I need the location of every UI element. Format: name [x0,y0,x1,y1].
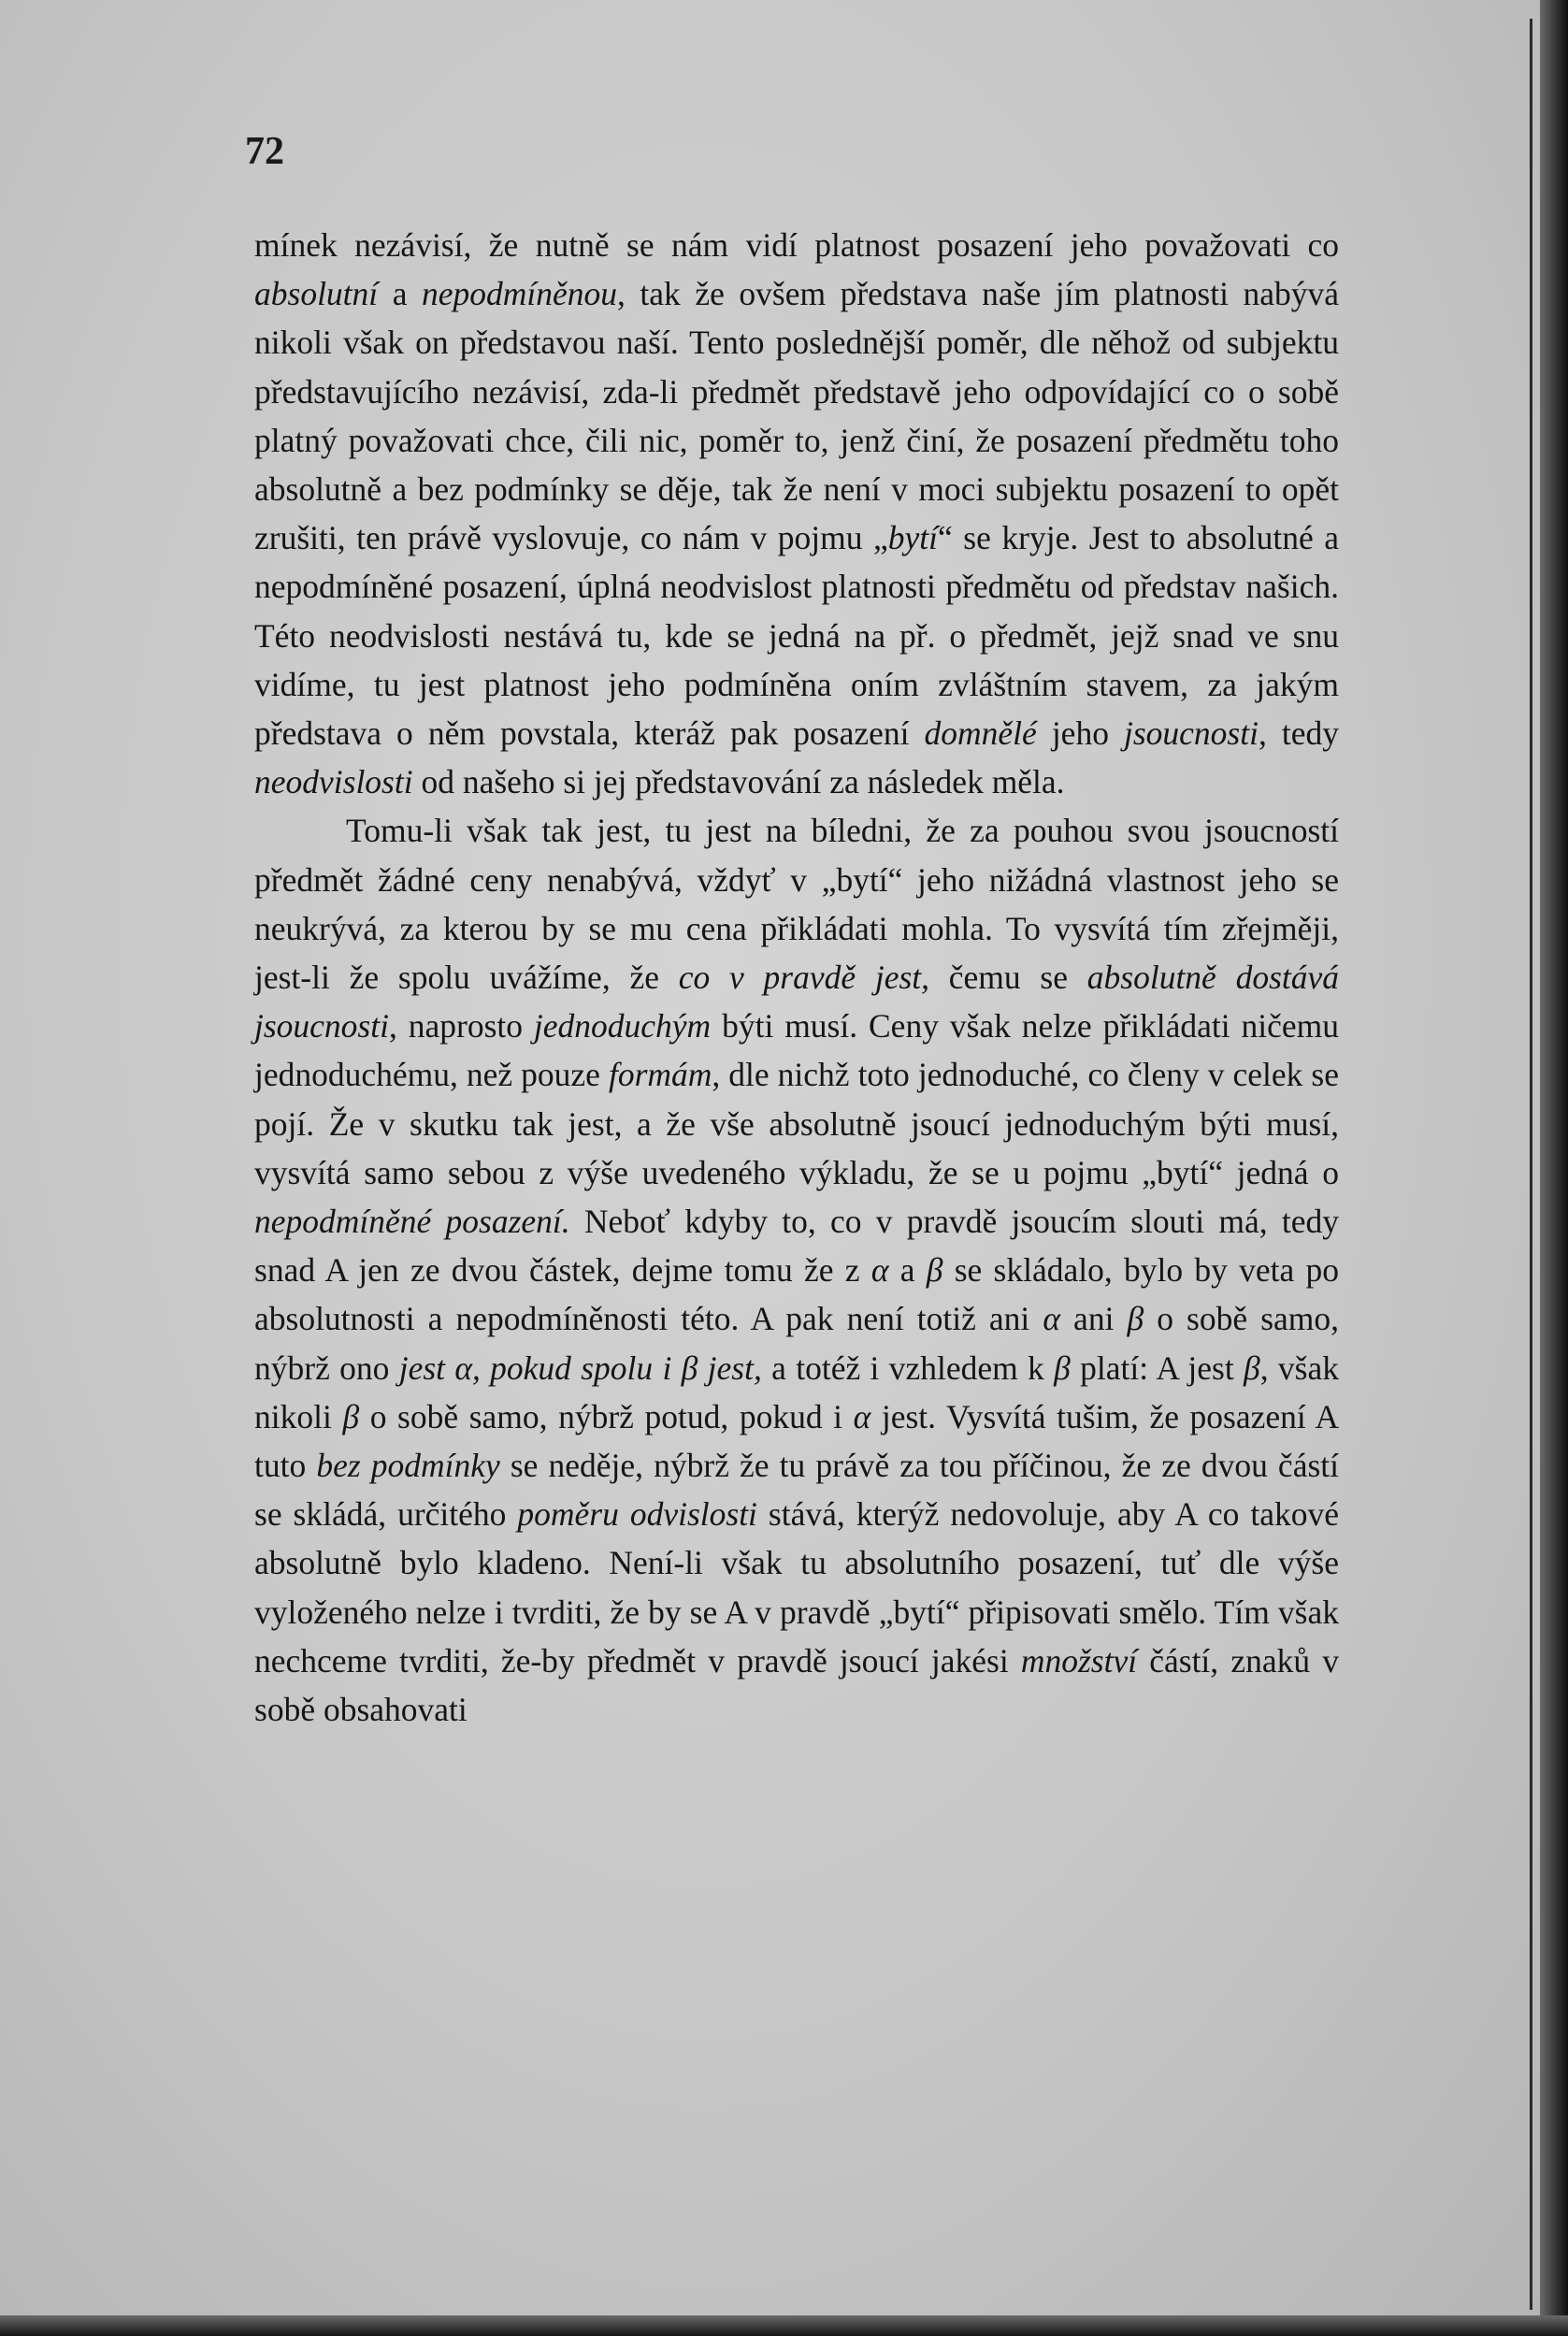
text-segment: a [888,1251,927,1290]
text-segment: Tomu-li však tak jest, tu jest na bíledni, že za pouhou svou jsoucností předmět žádné ceny nenabývá, vždyť v „bytí“ jeho nižádná vlastnost jeho se neukrývá, za kterou by se mu cena přikládati mohla. To vysvítá tím zřejměji, jest-li že spolu uvážíme, že [254,812,1339,997]
italic-text-segment: α [870,1251,889,1290]
italic-text-segment: množství [1020,1641,1138,1680]
text-segment: stává, kterýž nedovoluje, aby A co takové absolutně bylo kladeno. Není-li však tu absolutního posazení, tuť dle výše vyloženého nelze i tvrditi, že by se A v pravdě „bytí“ připisovati smělo. Tím však nechceme tvrditi, že-by předmět v pravdě jsoucí jakési [254,1495,1339,1680]
italic-text-segment: jednoduchým [533,1007,712,1045]
text-segment: a [378,275,422,313]
text-segment: o sobě samo, nýbrž potud, pokud i [359,1397,854,1435]
text-segment: ani [1060,1300,1128,1338]
italic-text-segment: domnělé [924,714,1037,753]
italic-text-segment: poměru odvislosti [517,1495,757,1534]
page-fold-line [1530,19,1532,2310]
text-segment: se skládalo, bylo by veta po absolutnosti a nepodmíněnosti této. A pak není totiž ani [254,1251,1339,1338]
italic-text-segment: β [926,1251,943,1290]
italic-text-segment: α [1043,1300,1060,1338]
italic-text-segment: β [342,1397,360,1435]
italic-text-segment: jest α, pokud spolu i β jest, [398,1348,762,1387]
italic-text-segment: co v pravdě jest, [678,959,930,997]
text-segment: “ se kryje. Jest to absolutné a nepodmíněné posazení, úplná neodvislost platnosti předmětu od představ našich. Této neodvislosti nestává tu, kde se jedná na př. o předmět, jejž snad ve snu vidíme, tu jest platnost jeho podmíněna oním zvláštním stavem, za jakým představa o něm povstala, kteráž pak posazení [254,519,1339,753]
text-segment: mínek nezávisí, že nutně se nám vidí platnost posazení jeho považovati co [254,226,1339,264]
text-segment: čemu se [929,959,1087,997]
italic-text-segment: formám [608,1056,712,1094]
page-edge-shadow-right [1540,0,1568,2336]
text-segment: Neboť kdyby to, co v pravdě jsoucím slouti má, tedy snad A jen ze dvou částek, dejme tomu že z [254,1203,1339,1290]
text-segment: částí, znaků v sobě obsahovati [254,1641,1339,1729]
text-segment: se neděje, nýbrž že tu právě za tou příčinou, že ze dvou částí se skládá, určitého [254,1447,1339,1534]
italic-text-segment: β [1127,1300,1144,1338]
italic-text-segment: absolutně dostává jsoucnosti [254,959,1340,1045]
text-segment: býti musí. Ceny však nelze přikládati ničemu jednoduchému, než pouze [254,1007,1339,1094]
text-segment: , však nikoli [254,1348,1339,1435]
text-segment: , dle nichž toto jednoduché, co členy v celek se pojí. Že v skutku tak jest, a že vše absolutně jsoucí jednoduchým býti musí, vysvítá samo sebou z výše uvedeného výkladu, že se u pojmu „bytí“ jedná o [254,1056,1339,1191]
italic-text-segment: bytí [887,519,939,557]
text-segment: a totéž i vzhledem k [761,1348,1055,1387]
italic-text-segment: bez podmínky [316,1447,500,1485]
body-text [254,221,1339,1734]
italic-text-segment: neodvislosti [254,763,413,801]
text-segment: o sobě samo, nýbrž ono [254,1300,1340,1387]
text-segment: platí: A jest [1070,1348,1244,1387]
page-number: 72 [245,130,284,173]
text-segment: , naprosto [388,1007,534,1045]
italic-text-segment: β [1244,1348,1260,1387]
paragraph [254,221,1339,806]
text-segment: , tak že ovšem představa naše jím platnosti nabývá nikoli však on představou naší. Tento poslednější poměr, dle něhož od subjektu představujícího nezávisí, zda-li předmět představě jeho odpovídající co o sobě platný považovati chce, čili nic, poměr to, jenž činí, že posazení předmětu toho absolutně a bez podmínky se děje, tak že není v moci subjektu posazení to opět zrušiti, ten právě vyslovuje, co nám v pojmu „ [254,275,1339,557]
text-segment: od našeho si jej představování za následek měla. [412,763,1065,801]
page-edge-shadow-bottom [0,2315,1568,2336]
text-segment: jeho [1036,714,1124,753]
italic-text-segment: nepodmíněnou [422,275,618,313]
italic-text-segment: β [1054,1348,1071,1387]
text-segment: jest. Vysvítá tušim, že posazení A tuto [254,1397,1340,1485]
italic-text-segment: α [853,1397,871,1435]
text-segment: , tedy [1258,714,1340,753]
italic-text-segment: absolutní [254,275,379,313]
italic-text-segment: jsoucnosti [1123,714,1259,753]
italic-text-segment: nepodmíněné posazení. [254,1203,570,1241]
paragraph [254,806,1339,1734]
